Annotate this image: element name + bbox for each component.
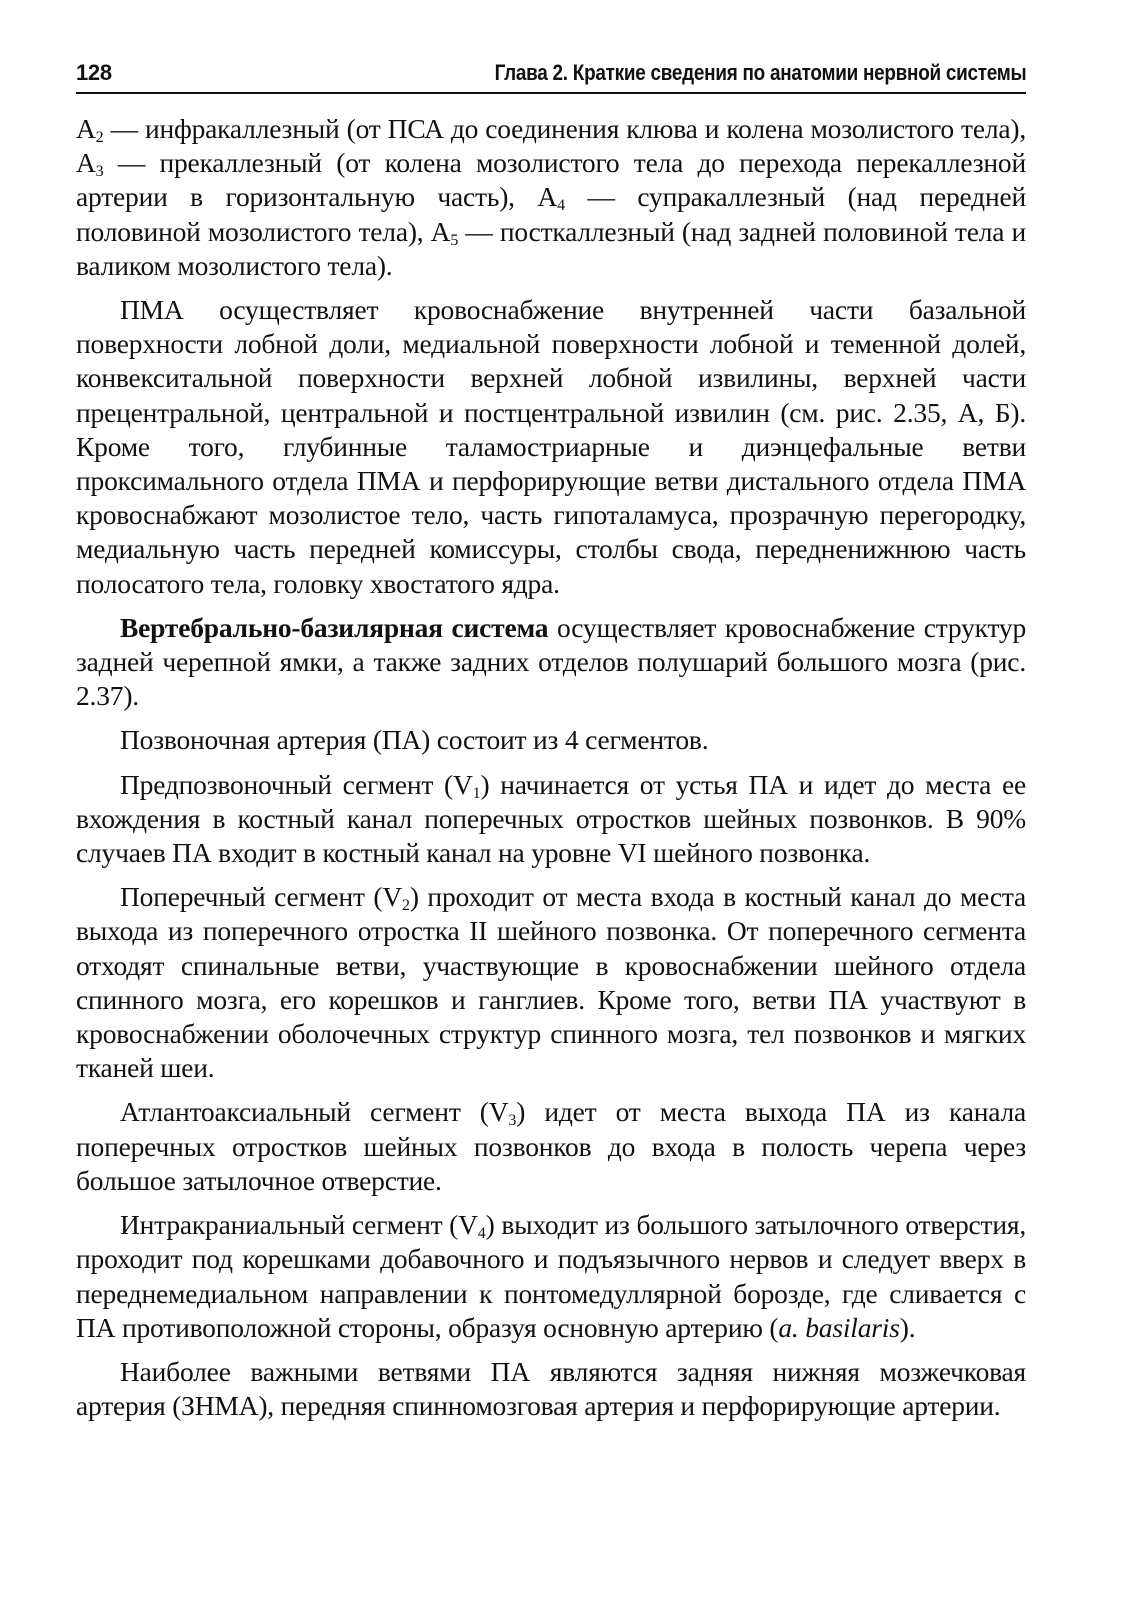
paragraph-3: Вертебрально-базилярная система осуществляет кровоснабжение структур задней черепной ямки, а также задних отделов полушарий большого мозга (рис. 2.37).: [76, 611, 1026, 712]
running-header: [76, 58, 1026, 94]
body-text: [76, 112, 1026, 1423]
paragraph-7: Атлантоаксиальный сегмент $(V_3)$ идет от места выхода ПА из канала поперечных отростков шейных позвонков до входа в полость черепа через большое затылочное отверстие.: [76, 1096, 1026, 1196]
paragraph-9: Наиболее важными ветвями ПА являются задняя нижняя мозжечковая артерия (ЗНМА), передняя спинномозговая артерия и перфорирующие артерии.: [76, 1355, 1026, 1422]
book-page: [76, 58, 1026, 1433]
term-vertebrobasilar: Вертебрально-базилярная система: [120, 611, 549, 643]
paragraph-8: Интракраниальный сегмент $(V_4)$ выходит из большого затылочного отверстия, проходит под корешками добавочного и подъязычного нервов и следует вверх в переднемедиальном направлении к понтомедуллярной борозде, где сливается с ПА противоположной стороны, образуя основную артерию (a. basilaris).: [76, 1209, 1026, 1343]
page-number: 128: [76, 60, 112, 85]
paragraph-5: Предпозвоночный сегмент $(V_1)$ начинается от устья ПА и идет до места ее вхождения в костный канал поперечных отростков шейных позвонков. В 90% случаев ПА входит в костный канал на уровне VI шейного позвонка.: [76, 768, 1026, 869]
chapter-title: Глава 2. Краткие сведения по анатомии нервной системы: [494, 60, 1026, 85]
paragraph-6: Поперечный сегмент $(V_2)$ проходит от места входа в костный канал до места выхода из поперечного отростка II шейного позвонка. От поперечного сегмента отходят спинальные ветви, участвующие в кровоснабжении шейного отдела спинного мозга, его корешков и ганглиев. Кроме того, ветви ПА участвуют в кровоснабжении оболочечных структур спинного мозга, тел позвонков и мягких тканей шеи.: [76, 881, 1026, 1084]
paragraph-1: $A_2$ — инфракаллезный (от ПСА до соединения клюва и колена мозолистого тела), $A_3$ — прекаллезный (от колена мозолистого тела до перехода перекаллезной артерии в горизонтальную часть), $A_4$ — супракаллезный (над передней половиной мозолистого тела), $A_5$ — посткаллезный (над задней половиной тела и валиком мозолистого тела).: [76, 113, 1026, 281]
paragraph-4: Позвоночная артерия (ПА) состоит из 4 сегментов.: [120, 724, 709, 756]
latin-term: a. basilaris: [778, 1311, 900, 1343]
paragraph-2: ПМА осуществляет кровоснабжение внутренней части базальной поверхности лобной доли, медиальной поверхности лобной и теменной долей, конвекситальной поверхности верхней лобной извилины, верхней части прецентральной, центральной и постцентральной извилин (см. рис. 2.35, А, Б). Кроме того, глубинные таламостриарные и диэнцефальные ветви проксимального отдела ПМА и перфорирующие ветви дистального отдела ПМА кровоснабжают мозолистое тело, часть гипоталамуса, прозрачную перегородку, медиальную часть передней комиссуры, столбы свода, передненижнюю часть полосатого тела, головку хвостатого ядра.: [76, 294, 1026, 599]
